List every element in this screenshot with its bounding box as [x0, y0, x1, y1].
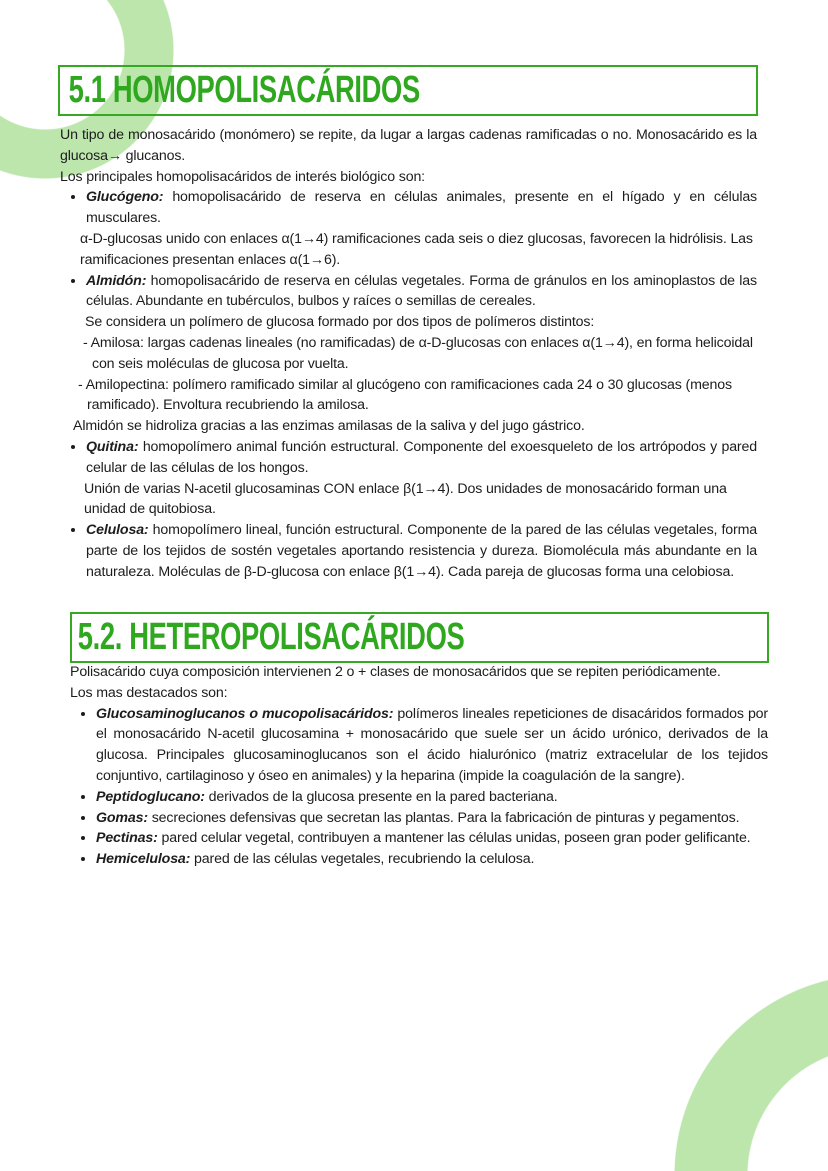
term: Almidón:: [86, 272, 147, 289]
term: Hemicelulosa:: [96, 851, 191, 868]
intro-paragraph: Un tipo de monosacárido (monómero) se repite, da lugar a largas cadenas ramificadas o no. Monosacárido es la glucosa→ glucanos.: [60, 127, 757, 164]
list-item-almidon: [86, 271, 757, 313]
homopolisacaridos-list: [60, 520, 757, 582]
list-item: [96, 787, 768, 808]
list-item-celulosa: [86, 520, 757, 582]
description: homopolisacárido de reserva en células vegetales. Forma de gránulos en los aminoplastos de las células. Abundante en tubérculos, bulbos y raíces o semillas de cereales.: [86, 272, 757, 310]
section-title-homopolisacaridos: 5.1 HOMOPOLISACÁRIDOS: [68, 69, 420, 111]
description: homopolisacárido de reserva en células animales, presente en el hígado y en células musculares.: [86, 189, 757, 227]
description: pared celular vegetal, contribuyen a mantener las células unidas, poseen gran poder gelificante.: [157, 830, 751, 847]
almidon-hidrolisis: Almidón se hidroliza gracias a las enzimas amilasas de la saliva y del jugo gástrico.: [73, 418, 585, 435]
section-heading-box: [58, 65, 758, 116]
term: Gomas:: [96, 809, 148, 826]
description: secreciones defensivas que secretan las plantas. Para la fabricación de pinturas y pegamentos.: [147, 809, 740, 826]
term: Quitina:: [86, 438, 139, 455]
section-heading-box: [70, 612, 769, 663]
description: homopolímero lineal, función estructural. Componente de la pared de las células vegetales, forma parte de los tejidos de sostén vegetales aportando resistencia y dureza. Biomolécula más abundante en la naturaleza. Moléculas de β-D-glucosa con enlace β(1→4). Cada pareja de glucosas forma una celobiosa.: [86, 522, 757, 580]
list-item-glucogeno: [86, 187, 757, 229]
list-item: [96, 828, 768, 849]
homopolisacaridos-list: [60, 437, 757, 479]
homopolisacaridos-list: [60, 271, 757, 313]
heteropolisacaridos-list: [70, 704, 768, 870]
term: Celulosa:: [86, 522, 149, 539]
list-item: [96, 849, 768, 870]
almidon-detail: Se considera un polímero de glucosa formado por dos tipos de polímeros distintos:: [85, 314, 595, 331]
section-homopolisacaridos-body: [60, 125, 757, 583]
section-title-heteropolisacaridos: 5.2. HETEROPOLISACÁRIDOS: [77, 616, 465, 658]
term: Pectinas:: [96, 830, 158, 847]
section-heteropolisacaridos-body: [70, 662, 768, 870]
quitina-detail: Unión de varias N-acetil glucosaminas CON enlace β(1→4). Dos unidades de monosacárido forman una unidad de quitobiosa.: [84, 480, 727, 518]
description: derivados de la glucosa presente en la pared bacteriana.: [204, 788, 558, 805]
term: Peptidoglucano:: [96, 788, 205, 805]
description: homopolímero animal función estructural. Componente del exoesqueleto de los artrópodos y pared celular de las células de los hongos.: [86, 438, 757, 476]
intro-paragraph: Polisacárido cuya composición intervienen 2 o + clases de monosacáridos que se repiten periódicamente.: [70, 664, 721, 680]
intro-paragraph: Los principales homopolisacáridos de interés biológico son:: [60, 168, 425, 185]
amilopectina-detail: - Amilopectina: polímero ramificado similar al glucógeno con ramificaciones cada 24 o 30 glucosas (menos ramificado). Envoltura recubriendo la amilosa.: [78, 376, 732, 414]
list-item: [96, 808, 768, 829]
list-item-quitina: [86, 437, 757, 479]
homopolisacaridos-list: [60, 187, 757, 229]
intro-paragraph: Los mas destacados son:: [70, 684, 228, 701]
amilosa-detail: - Amilosa: largas cadenas lineales (no ramificadas) de α-D-glucosas con enlaces α(1→4), en forma helicoidal con seis moléculas de glucosa por vuelta.: [83, 334, 753, 372]
term: Glucógeno:: [86, 189, 164, 206]
description: polímeros lineales repeticiones de disacáridos formados por el monosacárido N-acetil glucosamina + monosacárido que suele ser un ácido urónico, derivados de la glucosa. Principales glucosaminoglucanos son el ácido hialurónico (matriz extracelular de los tejidos conjuntivo, cartilaginoso y óseo en animales) y la heparina (impide la coagulación de la sangre).: [96, 705, 769, 784]
term: Glucosaminoglucanos o mucopolisacáridos:: [96, 705, 394, 722]
description: pared de las células vegetales, recubriendo la celulosa.: [190, 851, 535, 868]
list-item: [96, 704, 768, 787]
glucogeno-detail: α-D-glucosas unido con enlaces α(1→4) ramificaciones cada seis o diez glucosas, favorecen la hidrólisis. Las ramificaciones presentan enlaces α(1→6).: [80, 230, 753, 268]
